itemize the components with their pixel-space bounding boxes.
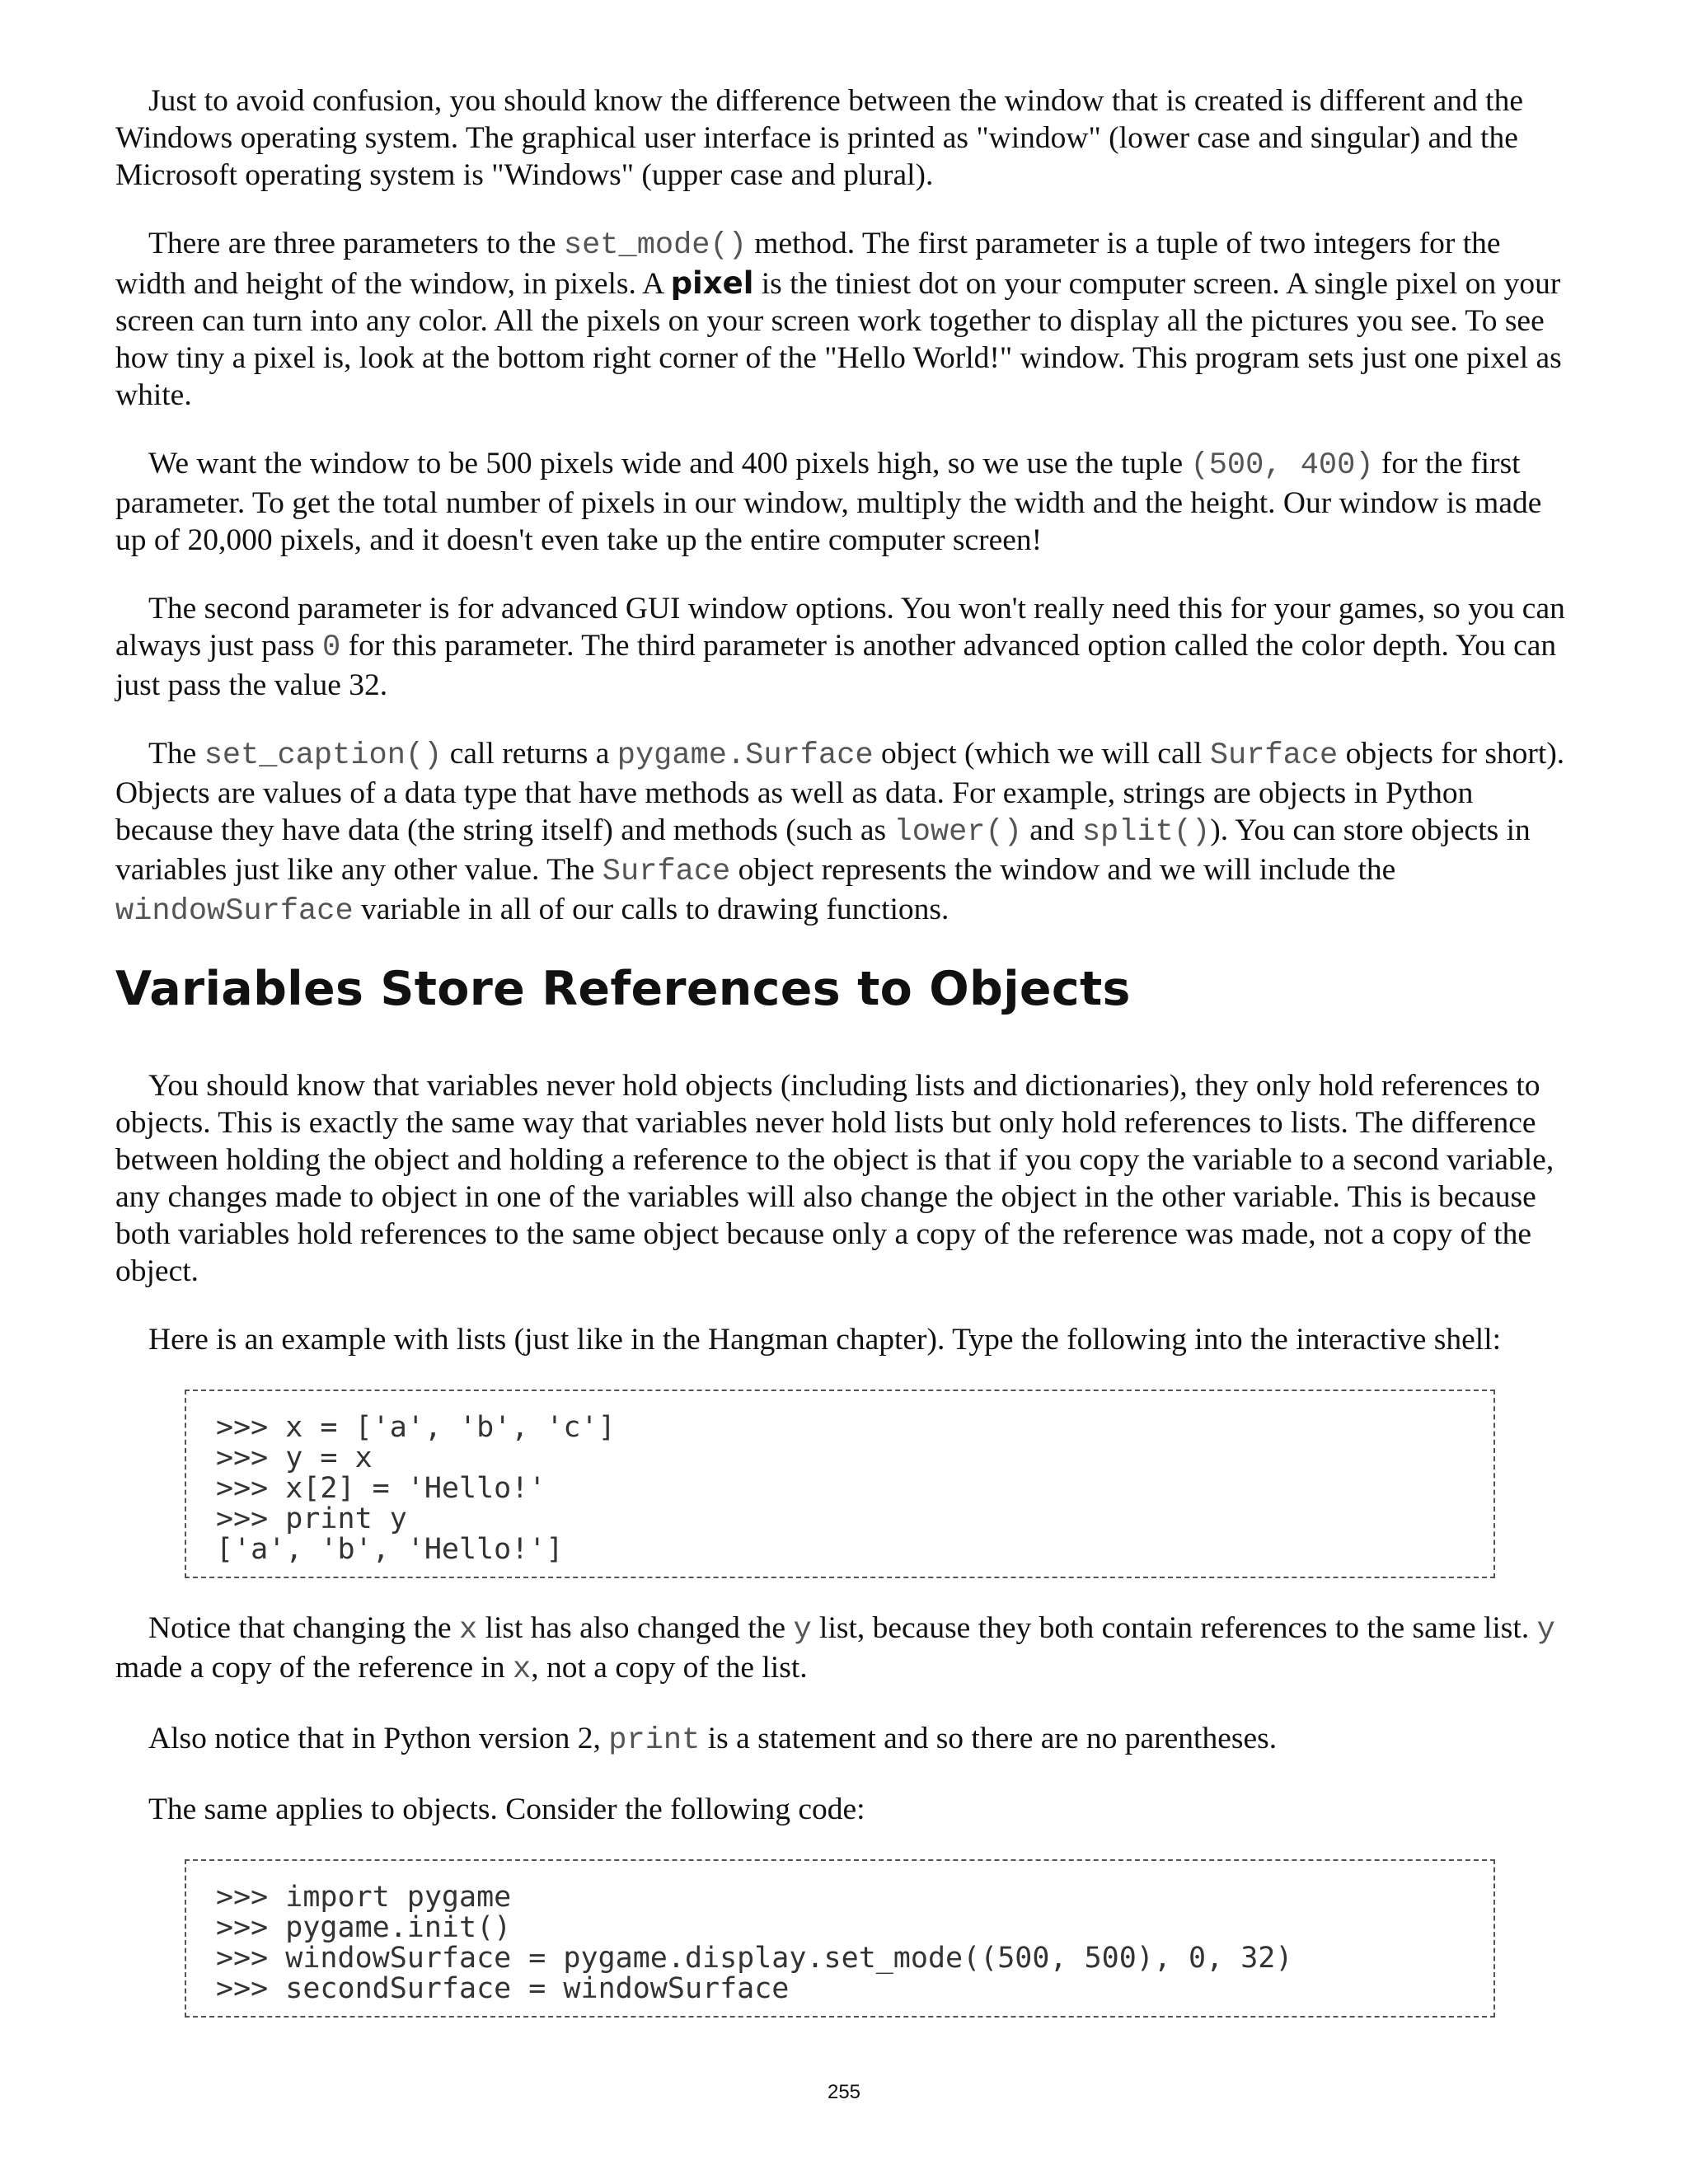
paragraph-window-size: We want the window to be 500 pixels wide and 400 pixels high, so we use the tuple (500, 400) for the first parameter. To get the total number of pixels in our window, multiply the width and the height. Our window is made up of 20,000 pixels, and it doesn't even take up the entire computer screen! [115, 447, 1542, 557]
code-line: >>> y = x [216, 1441, 373, 1474]
inline-code: pygame.Surface [617, 738, 874, 773]
code-line: ['a', 'b', 'Hello!'] [216, 1533, 564, 1566]
paragraph-variables-references: You should know that variables never hold objects (including lists and dictionaries), they only hold references to objects. This is exactly the same way that variables never hold lists but only hold references to lists. The difference between holding the object and holding a reference to the object is that if you copy the variable to a second variable, any changes made to object in one of the variables will also change the object in the other variable. This is because both variables hold references to the same object because only a copy of the reference was made, not a copy of the object. [115, 1069, 1554, 1288]
paragraph-set-mode-parameters: There are three parameters to the set_mode() method. The first parameter is a tuple of two integers for the width and height of the window, in pixels. A pixel is the tiniest dot on your computer screen. A single pixel on your screen can turn into any color. All the pixels on your screen work together to display all the pictures you see. To see how tiny a pixel is, look at the bottom right corner of the "Hello World!" window. This program sets just one pixel as white. [115, 227, 1562, 412]
code-line: >>> x[2] = 'Hello!' [216, 1472, 546, 1505]
inline-code: y [793, 1613, 812, 1647]
code-line: >>> x = ['a', 'b', 'c'] [216, 1411, 616, 1444]
inline-code: x [513, 1652, 532, 1687]
paragraph-list-change-notice: Notice that changing the x list has also changed the y list, because they both contain references to the same list. y made a copy of the reference in x, not a copy of the list. [115, 1611, 1555, 1687]
code-line: >>> pygame.init() [216, 1911, 512, 1944]
paragraph-window-confusion: Just to avoid confusion, you should know the difference between the window that is created is different and the Windows operating system. The graphical user interface is printed as "window" (lower case and singular) and the Microsoft operating system is "Windows" (upper case and plural). [115, 84, 1523, 192]
code-line: >>> print y [216, 1502, 407, 1535]
inline-code: x [458, 1613, 478, 1647]
inline-code: Surface [1209, 738, 1339, 773]
code-line: >>> windowSurface = pygame.display.set_mode((500, 500), 0, 32) [216, 1942, 1293, 1975]
code-block-surfaces [185, 1859, 1495, 2018]
paragraph-second-parameter: The second parameter is for advanced GUI window options. You won't really need this for your games, so you can always just pass 0 for this parameter. The third parameter is another advanced option called the color depth. You can just pass the value 32. [115, 592, 1565, 702]
inline-code: (500, 400) [1190, 448, 1374, 483]
paragraph-surface-object: The set_caption() call returns a pygame.Surface object (which we will call Surface objects for short). Objects are values of a data type that have methods as well as data. For example, strings are objects in Python because they have data (the string itself) and methods (such as lower() and split()). You can store objects in variables just like any other value. The Surface object represents the window and we will include the windowSurface variable in all of our calls to drawing functions. [115, 737, 1565, 929]
paragraph-list-example-intro: Here is an example with lists (just like in the Hangman chapter). Type the following into the interactive shell: [148, 1323, 1502, 1357]
page-content [115, 82, 1574, 2049]
code-line: >>> import pygame [216, 1881, 512, 1914]
inline-code: set_caption() [204, 738, 443, 773]
inline-code: Surface [602, 855, 731, 889]
paragraph-print-statement: Also notice that in Python version 2, print is a statement and so there are no parentheses. [148, 1722, 1278, 1758]
page-number: 255 [827, 2081, 861, 2103]
inline-code: print [608, 1723, 701, 1758]
paragraph-objects-intro: The same applies to objects. Consider the following code: [148, 1793, 865, 1826]
inline-code: 0 [322, 630, 341, 665]
inline-code: y [1536, 1613, 1555, 1647]
inline-code: lower() [893, 815, 1022, 850]
section-heading: Variables Store References to Objects [115, 962, 1131, 1016]
code-line: >>> secondSurface = windowSurface [216, 1972, 790, 2005]
code-block-lists [185, 1390, 1495, 1578]
inline-code: windowSurface [115, 894, 354, 929]
key-term: pixel [670, 265, 754, 301]
inline-code: set_mode() [563, 228, 747, 263]
inline-code: split() [1081, 815, 1211, 850]
